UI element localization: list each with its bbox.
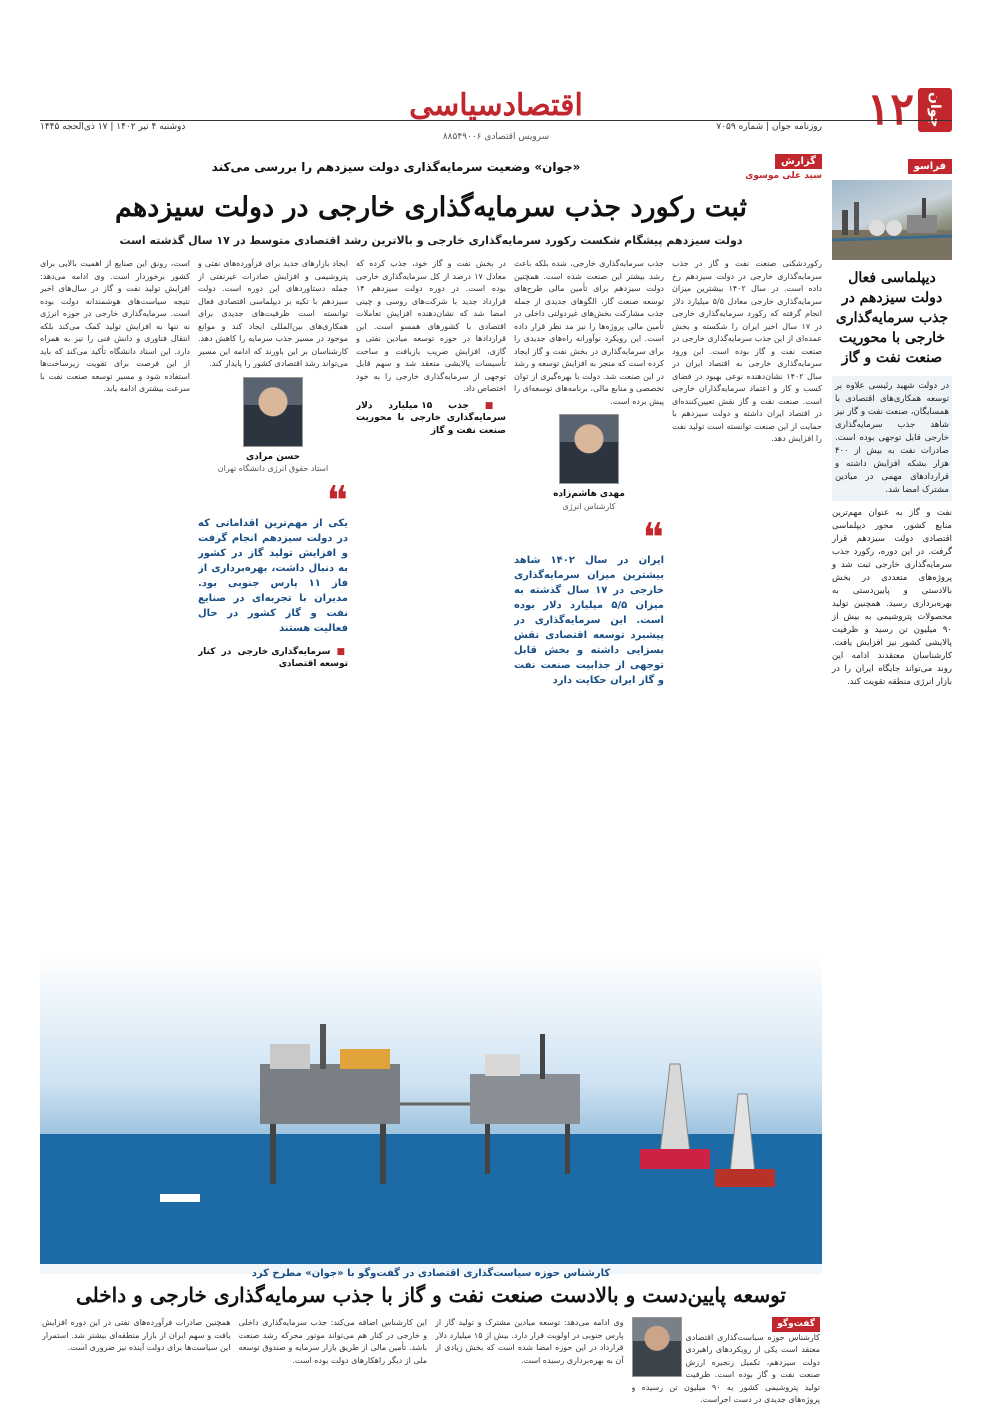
interview-column-2 xyxy=(435,1317,624,1417)
section-phone: سرویس اقتصادی ۸۸۵۴۹۰۰۶ xyxy=(442,132,550,142)
pull-quote xyxy=(514,515,664,688)
offshore-platform-image xyxy=(40,954,822,1274)
interview-column-1 xyxy=(632,1317,821,1417)
section-title: اقتصادسیاسی xyxy=(409,88,583,123)
sidebar-body: نفت و گاز به عنوان مهم‌ترین منابع کشور، محور دیپلماسی اقتصادی دولت سیزدهم قرار گرفت. در این دوره، رکورد جذب سرمایه‌گذاری خارجی ثبت شد و پروژه‌های متعددی در بخش بالادستی و پایین‌دستی به بهره‌برداری رسید. همچنین تولید محصولات پتروشیمی به بیش از ۹۰ میلیون تن رسید و ظرفیت پالایشی کشور نیز افزایش یافت. کارشناسان معتقدند ادامه این روند می‌تواند جایگاه ایران را در بازار انرژی منطقه تقویت کند. xyxy=(832,508,952,687)
column-text: جذب سرمایه‌گذاری خارجی، شده بلکه باعث رشد بیشتر این صنعت شده است. همچنین دولت سیزدهم برای تأمین مالی طرح‌های توسعه صنعت گاز، الگوهای جدیدی از جمله جذب مشارکت بخش‌های غیردولتی داخلی در تأمین مالی پروژه‌ها را نیز مد نظر قرار داده است. این رویکرد نوآورانه راه‌های جدیدی را برای سرمایه‌گذاری در بخش نفت و گاز ایجاد کرده است که منجر به افزایش توسعه و رشد در این صنعت شد. دولت با بهره‌گیری از توان تخصصی و منابع مالی، برنامه‌های توسعه‌ای را پیش برده است. xyxy=(514,259,664,406)
column-text: در بخش نفت و گاز خود، جذب کرده که معادل ۱۷ درصد از کل سرمایه‌گذاری خارجی بوده است. در دوره دولت سیزدهم ۱۴ قرارداد جدید با شرکت‌های روسی و چینی امضا شد که نشان‌دهنده افزایش تعاملات اقتصادی با کشورهای همسو است. این قراردادها در حوزه توسعه میادین نفتی و گازی، افزایش ضریب بازیافت و ساخت تأسیسات پالایشی منعقد شد و سهم قابل توجهی از سرمایه‌گذاری خارجی را به خود اختصاص داد. xyxy=(356,259,506,393)
reporter-name: سید علی موسوی xyxy=(745,171,822,181)
quote-icon: ❝ xyxy=(642,515,664,561)
column-text: رکوردشکنی صنعت نفت و گاز در جذب سرمایه‌گذاری خارجی در دولت سیزدهم رخ داده است. در سال ۱۴۰۲ بیشترین میزان سرمایه‌گذاری خارجی معادل ۵/۵ میلیارد دلار انجام گرفته که رکورد سرمایه‌گذاری خارجی در ۱۷ سال اخیر ایران را شکسته و بخش عمده‌ای از این جذب سرمایه‌گذاری خارجی در صنعت نفت و گاز بوده است. این ورود سرمایه‌گذاری خارجی به اقتصاد ایران در سال ۱۴۰۲ نشان‌دهنده نوعی بهبود در فضای کسب و کار و اعتماد سرمایه‌گذاران خارجی است. صنعت نفت و گاز نقش تعیین‌کننده‌ای در اقتصاد ایران داشته و دولت سیزدهم با حمایت از این صنعت توانسته است تولید نفت را افزایش دهد. xyxy=(672,259,822,443)
page-number: ۱۲ xyxy=(866,84,914,135)
masthead-divider xyxy=(40,120,952,121)
expert-portrait xyxy=(243,377,303,447)
pull-quote xyxy=(198,477,348,636)
interview-section xyxy=(40,1264,822,1414)
expert-role: کارشناس انرژی xyxy=(562,501,616,511)
interview-text: این کارشناس اضافه می‌کند: جذب سرمایه‌گذاری داخلی و خارجی در کنار هم می‌تواند موتور محرکه رشد صنعت باشد. تأمین مالی از طریق بازار سرمایه و صندوق توسعه ملی از دیگر راهکارهای دولت بوده است. xyxy=(238,1318,427,1365)
quote-icon: ❝ xyxy=(326,477,348,524)
interview-column-3 xyxy=(239,1317,428,1417)
expert-portrait xyxy=(559,414,619,484)
article-column-4 xyxy=(198,258,348,958)
article-column-1 xyxy=(672,258,822,958)
column-heading: ■ سرمایه‌گذاری خارجی در کنار توسعه اقتصادی xyxy=(198,646,348,671)
newspaper-logo[interactable]: جوان xyxy=(918,88,952,132)
interview-text: وی ادامه می‌دهد: توسعه میادین مشترک و تولید گاز از پارس جنوبی در اولویت قرار دارد. بیش از ۱۵ میلیارد دلار قرارداد در این حوزه امضا شده است که بخش زیادی از آن به بهره‌برداری رسیده است. xyxy=(435,1318,624,1365)
column-heading: ■ جذب ۱۵ میلیارد دلار سرمایه‌گذاری خارجی با محوریت صنعت نفت و گاز xyxy=(356,400,506,438)
sidebar-headline[interactable]: دیپلماسی فعال دولت سیزدهم در جذب سرمایه‌گذاری خارجی با محوریت صنعت نفت و گاز xyxy=(835,270,949,366)
interview-text: کارشناس حوزه سیاست‌گذاری اقتصادی معتقد است یکی از رویکردهای راهبردی دولت سیزدهم، تکمیل زنجیره ارزش صنعت نفت و گاز بوده است. ظرفیت تولید پتروشیمی کشور به ۹۰ میلیون تن رسیده و پروژه‌های جدیدی در دست اجراست. xyxy=(631,1332,820,1404)
issue-info: روزنامه جوان | شماره ۷۰۵۹ xyxy=(716,122,822,132)
expert-role: استاد حقوق انرژی دانشگاه تهران xyxy=(217,464,329,473)
article-kicker: «جوان» وضعیت سرمایه‌گذاری دولت سیزدهم را بررسی می‌کند xyxy=(211,160,581,174)
article-column-2 xyxy=(514,258,664,958)
interview-tag: گفت‌وگو xyxy=(772,1317,820,1332)
article-column-5 xyxy=(40,258,190,958)
expert-name: حسن مرادی xyxy=(246,451,300,462)
interview-headline[interactable]: توسعه پایین‌دست و بالادست صنعت نفت و گاز با جذب سرمایه‌گذاری خارجی و داخلی xyxy=(76,1283,786,1307)
sidebar-column xyxy=(832,154,952,1414)
refinery-photo xyxy=(832,180,952,260)
interview-columns xyxy=(40,1317,822,1417)
sidebar-lead: در دولت شهید رئیسی علاوه بر توسعه همکاری‌های اقتصادی با همسایگان، صنعت نفت و گاز نیز شاهد جذب سرمایه‌گذاری خارجی قابل توجهی بوده است. صادرات نفت به بیش از ۴۰۰ هزار بشکه افزایش داشته و قراردادهای مهمی در میادین مشترک امضا شد. xyxy=(832,376,952,501)
interview-column-4 xyxy=(42,1317,231,1417)
masthead xyxy=(40,84,952,148)
report-tag: گزارش xyxy=(775,154,822,169)
expert-name: مهدی هاشم‌زاده xyxy=(553,489,625,499)
interview-text: همچنین صادرات فرآورده‌های نفتی در این دوره افزایش یافت و سهم ایران از بازار منطقه‌ای بیشتر شد. استمرار این سیاست‌ها برای دولت آینده نیز ضروری است. xyxy=(42,1318,231,1352)
sidebar-tag: فراسو xyxy=(908,159,952,174)
article-column-3 xyxy=(356,258,506,958)
quote-text: یکی از مهم‌ترین اقداماتی که در دولت سیزدهم انجام گرفت و افزایش تولید گاز در کشور به دنبال داشت، بهره‌برداری از فاز ۱۱ پارس جنوبی بود. مدیران با تجربه‌ای در صنایع نفت و گاز کشور در حال فعالیت هستند xyxy=(198,517,348,634)
column-text: ایجاد بازارهای جدید برای فرآورده‌های نفتی و پتروشیمی و افزایش صادرات غیرنفتی از جمله دستاوردهای این دوره است. دولت سیزدهم با تکیه بر دیپلماسی اقتصادی فعال توانسته است ظرفیت‌های جدیدی برای همکاری‌های بین‌المللی ایجاد کند و موانع موجود در مسیر جذب سرمایه را کاهش دهد. کارشناسان بر این باورند که ادامه این مسیر می‌تواند رشد اقتصادی کشور را پایدار کند. xyxy=(198,259,348,368)
issue-date: دوشنبه ۴ تیر ۱۴۰۲ | ۱۷ ذی‌الحجه ۱۴۴۵ xyxy=(40,122,186,132)
quote-text: ایران در سال ۱۴۰۲ شاهد بیشترین میزان سرمایه‌گذاری خارجی در ۱۷ سال گذشته به میزان ۵/۵ میلیارد دلار بوده است. این سرمایه‌گذاری در پیشبرد توسعه اقتصادی نقش بسزایی داشته و بخش قابل توجهی از جذابیت صنعت نفت و گاز ایران حکایت دارد xyxy=(514,555,664,686)
article-subhead: دولت سیزدهم پیشگام شکست رکورد سرمایه‌گذاری خارجی و بالاترین رشد اقتصادی متوسط در ۱۷ سال گذشته است xyxy=(119,234,743,247)
article-columns xyxy=(40,258,822,958)
article-headline[interactable]: ثبت رکورد جذب سرمایه‌گذاری خارجی در دولت سیزدهم xyxy=(115,192,747,223)
column-text: است، رونق این صنایع از اهمیت بالایی برای کشور برخوردار است. وی ادامه می‌دهد: افزایش تولید نفت و گاز در سال‌های اخیر نتیجه سیاست‌های هوشمندانه دولت بوده است. سرمایه‌گذاری خارجی در حوزه انرژی نه تنها به افزایش تولید کمک می‌کند بلکه انتقال فناوری و دانش فنی را نیز به همراه دارد. این استاد دانشگاه تأکید می‌کند که باید از این فرصت برای تقویت زیرساخت‌ها استفاده شود و مسیر توسعه صنعت نفت با سرعت بیشتری ادامه یابد. xyxy=(40,259,190,393)
refinery-illustration xyxy=(832,180,952,260)
interview-kicker: کارشناس حوزه سیاست‌گذاری اقتصادی در گفت‌وگو با «جوان» مطرح کرد xyxy=(251,1268,611,1279)
interviewee-portrait xyxy=(632,1317,682,1377)
main-article xyxy=(40,154,822,1414)
